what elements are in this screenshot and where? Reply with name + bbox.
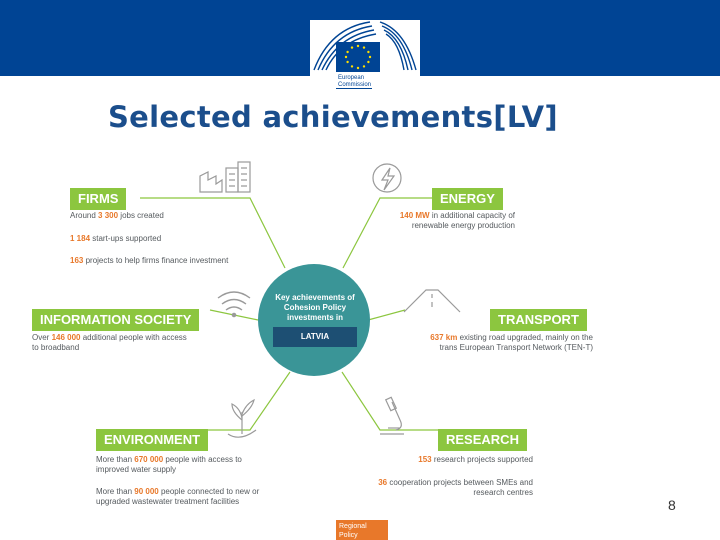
hub-title [262,293,368,323]
energy-item-1 [330,211,515,231]
regional-policy-tag [336,520,388,540]
lightning-bolt-icon [373,164,401,192]
environment-item-2-line2: upgraded wastewater treatment facilities [96,497,240,506]
firms-item-3-post: projects to help firms finance investment [83,256,229,265]
firms-item-1-value: 3 300 [98,211,119,220]
firms-item-1 [70,211,260,221]
environment-item-1 [96,455,296,475]
connector-research [342,372,470,430]
research-header: RESEARCH [438,429,527,451]
hub-country-label: LATVIA [273,327,357,347]
page-title: Selected achievements[LV] [108,100,558,134]
footer-tag-line-2: Policy [339,532,358,539]
energy-header: ENERGY [432,188,503,210]
research-item-2-post: cooperation projects between SMEs and [387,478,533,487]
environment-item-2 [96,487,296,507]
firms-item-2 [70,234,260,244]
european-commission-logo [310,20,420,100]
logo-line-2: Commission [338,82,372,88]
information-society-header: INFORMATION SOCIETY [32,309,199,331]
firms-item-1-pre: Around [70,211,99,220]
research-item-2 [340,478,533,498]
firms-item-1-post: jobs created [118,211,164,220]
information-society-item-1 [32,333,232,353]
firms-item-2-post: start-ups supported [90,234,162,243]
environment-item-1-pre: More than [96,455,135,464]
environment-item-1-value: 670 000 [134,455,164,464]
information-society-item-1-value: 146 000 [51,333,81,342]
logo-line-1: European [338,75,365,81]
transport-item-1-line2: trans European Transport Network (TEN-T) [439,343,593,352]
firms-item-2-value: 1 184 [70,234,91,243]
information-society-item-1-post: additional people with access [80,333,187,342]
research-item-1 [340,455,533,465]
footer-tag-line-1: Regional [339,523,367,530]
transport-item-1-value: 637 km [430,333,458,342]
environment-item-1-post: people with access to [163,455,242,464]
energy-item-1-line2: renewable energy production [411,221,515,230]
research-item-1-post: research projects supported [431,455,533,464]
connector-environment [160,372,290,430]
page-number: 8 [668,497,676,513]
energy-item-1-value: 140 MW [399,211,430,220]
firms-item-3-value: 163 [70,256,84,265]
road-icon [404,290,460,312]
firms-header: FIRMS [70,188,126,210]
environment-item-1-line2: improved water supply [96,465,177,474]
factory-buildings-icon [200,162,250,192]
plant-hand-icon [228,400,256,437]
microscope-icon [380,397,404,434]
hub-title-line-1: Key achievements of [275,293,355,302]
logo-label [338,75,371,89]
environment-item-2-pre: More than [96,487,135,496]
energy-item-1-post: in additional capacity of [429,211,515,220]
transport-item-1-post: existing road upgraded, mainly on the [457,333,593,342]
hub-title-line-3: investments in [286,313,343,322]
information-society-item-1-line2: to broadband [32,343,80,352]
hub-title-line-2: Cohesion Policy [283,303,347,312]
environment-item-2-value: 90 000 [134,487,159,496]
connector-transport [368,310,405,320]
information-society-item-1-pre: Over [32,333,52,342]
environment-item-2-post: people connected to new or [158,487,260,496]
firms-item-3 [70,256,280,266]
transport-item-1 [388,333,593,353]
research-item-2-value: 36 [378,478,388,487]
environment-header: ENVIRONMENT [96,429,208,451]
transport-header: TRANSPORT [490,309,587,331]
research-item-1-value: 153 [418,455,432,464]
research-item-2-line2: research centres [473,488,533,497]
infographic [0,150,720,520]
